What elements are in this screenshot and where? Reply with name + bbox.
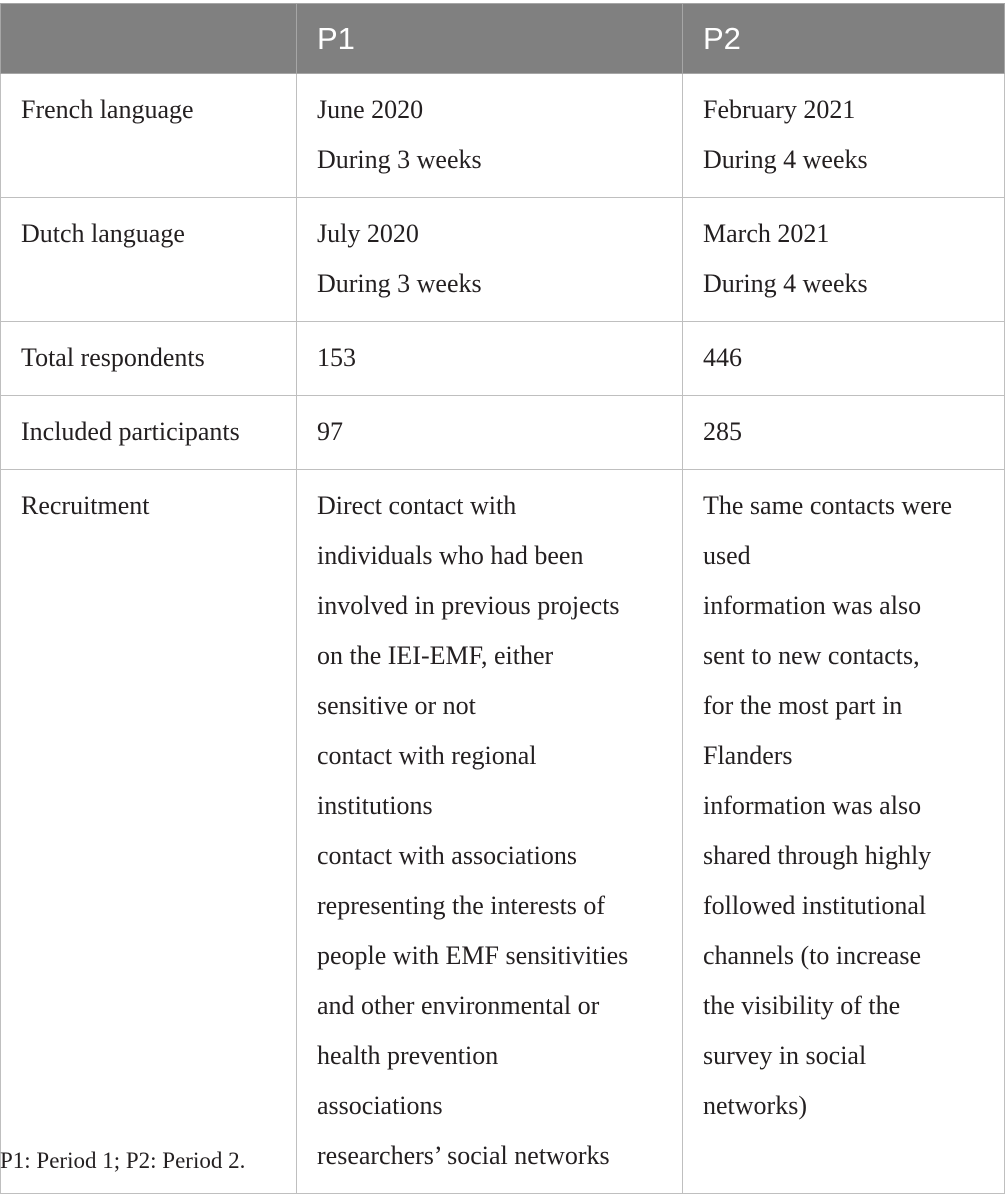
p1-cell-line: Direct contact with xyxy=(317,491,517,520)
p2-cell-line: February 2021 xyxy=(703,95,856,124)
p2-cell-line: followed institutional xyxy=(703,891,927,920)
p1-cell-line: June 2020 xyxy=(317,95,424,124)
p1-cell-line: 153 xyxy=(317,343,356,372)
p2-cell-line: 285 xyxy=(703,417,742,446)
table-row xyxy=(1,396,1005,470)
p2-cell-line: for the most part in xyxy=(703,691,903,720)
p1-cell-line: institutions xyxy=(317,791,433,820)
row-label: French language xyxy=(21,95,194,124)
row-label: Recruitment xyxy=(21,491,150,520)
row-label-cell xyxy=(1,396,297,470)
p2-cell xyxy=(683,470,1005,1194)
table-row xyxy=(1,198,1005,322)
p2-cell-line: networks) xyxy=(703,1091,807,1120)
p2-cell-line: During 4 weeks xyxy=(703,269,868,298)
p2-cell-line: Flanders xyxy=(703,741,793,770)
p1-cell xyxy=(297,74,683,198)
table-row xyxy=(1,74,1005,198)
table-footnote: P1: Period 1; P2: Period 2. xyxy=(0,1148,246,1173)
header-p1: P1 xyxy=(297,4,683,74)
p2-cell-line: the visibility of the xyxy=(703,991,901,1020)
p1-cell-line: 97 xyxy=(317,417,343,446)
p1-cell-line: sensitive or not xyxy=(317,691,476,720)
table-header xyxy=(1,4,1005,74)
row-label-cell xyxy=(1,74,297,198)
p2-cell-line: March 2021 xyxy=(703,219,830,248)
data-table xyxy=(0,3,1005,1194)
p2-cell-line: channels (to increase xyxy=(703,941,922,970)
p1-cell-line: people with EMF sensitivities xyxy=(317,941,629,970)
p2-cell-line: shared through highly xyxy=(703,841,932,870)
p1-cell-line: researchers’ social networks xyxy=(317,1141,610,1170)
table-row xyxy=(1,322,1005,396)
table-row xyxy=(1,470,1005,1194)
p1-cell-line: During 3 weeks xyxy=(317,269,482,298)
p2-cell-line: The same contacts were xyxy=(703,491,953,520)
p1-cell-line: contact with associations xyxy=(317,841,577,870)
p2-cell-line: information was also xyxy=(703,791,922,820)
p1-cell-line: involved in previous projects xyxy=(317,591,620,620)
p1-cell-line: health prevention xyxy=(317,1041,499,1070)
p2-cell xyxy=(683,322,1005,396)
p1-cell xyxy=(297,470,683,1194)
header-blank xyxy=(1,4,297,74)
row-label-cell xyxy=(1,322,297,396)
p2-cell-line: information was also xyxy=(703,591,922,620)
row-label-cell xyxy=(1,470,297,1194)
row-label: Included participants xyxy=(21,417,240,446)
header-p2: P2 xyxy=(683,4,1005,74)
p1-cell-line: associations xyxy=(317,1091,443,1120)
p2-cell xyxy=(683,74,1005,198)
p2-cell-line: During 4 weeks xyxy=(703,145,868,174)
p2-cell xyxy=(683,396,1005,470)
p1-cell-line: contact with regional xyxy=(317,741,537,770)
header-row xyxy=(1,4,1005,74)
p1-cell-line: July 2020 xyxy=(317,219,419,248)
table-body xyxy=(1,74,1005,1194)
p1-cell-line: representing the interests of xyxy=(317,891,606,920)
row-label: Dutch language xyxy=(21,219,185,248)
p1-cell xyxy=(297,322,683,396)
p1-cell-line: During 3 weeks xyxy=(317,145,482,174)
p2-cell xyxy=(683,198,1005,322)
row-label: Total respondents xyxy=(21,343,205,372)
p2-cell-line: sent to new contacts, xyxy=(703,641,920,670)
p1-cell xyxy=(297,396,683,470)
row-label-cell xyxy=(1,198,297,322)
p1-cell xyxy=(297,198,683,322)
p1-cell-line: on the IEI-EMF, either xyxy=(317,641,554,670)
p2-cell-line: survey in social xyxy=(703,1041,867,1070)
p2-cell-line: used xyxy=(703,541,751,570)
p1-cell-line: and other environmental or xyxy=(317,991,600,1020)
p1-cell-line: individuals who had been xyxy=(317,541,584,570)
p2-cell-line: 446 xyxy=(703,343,742,372)
